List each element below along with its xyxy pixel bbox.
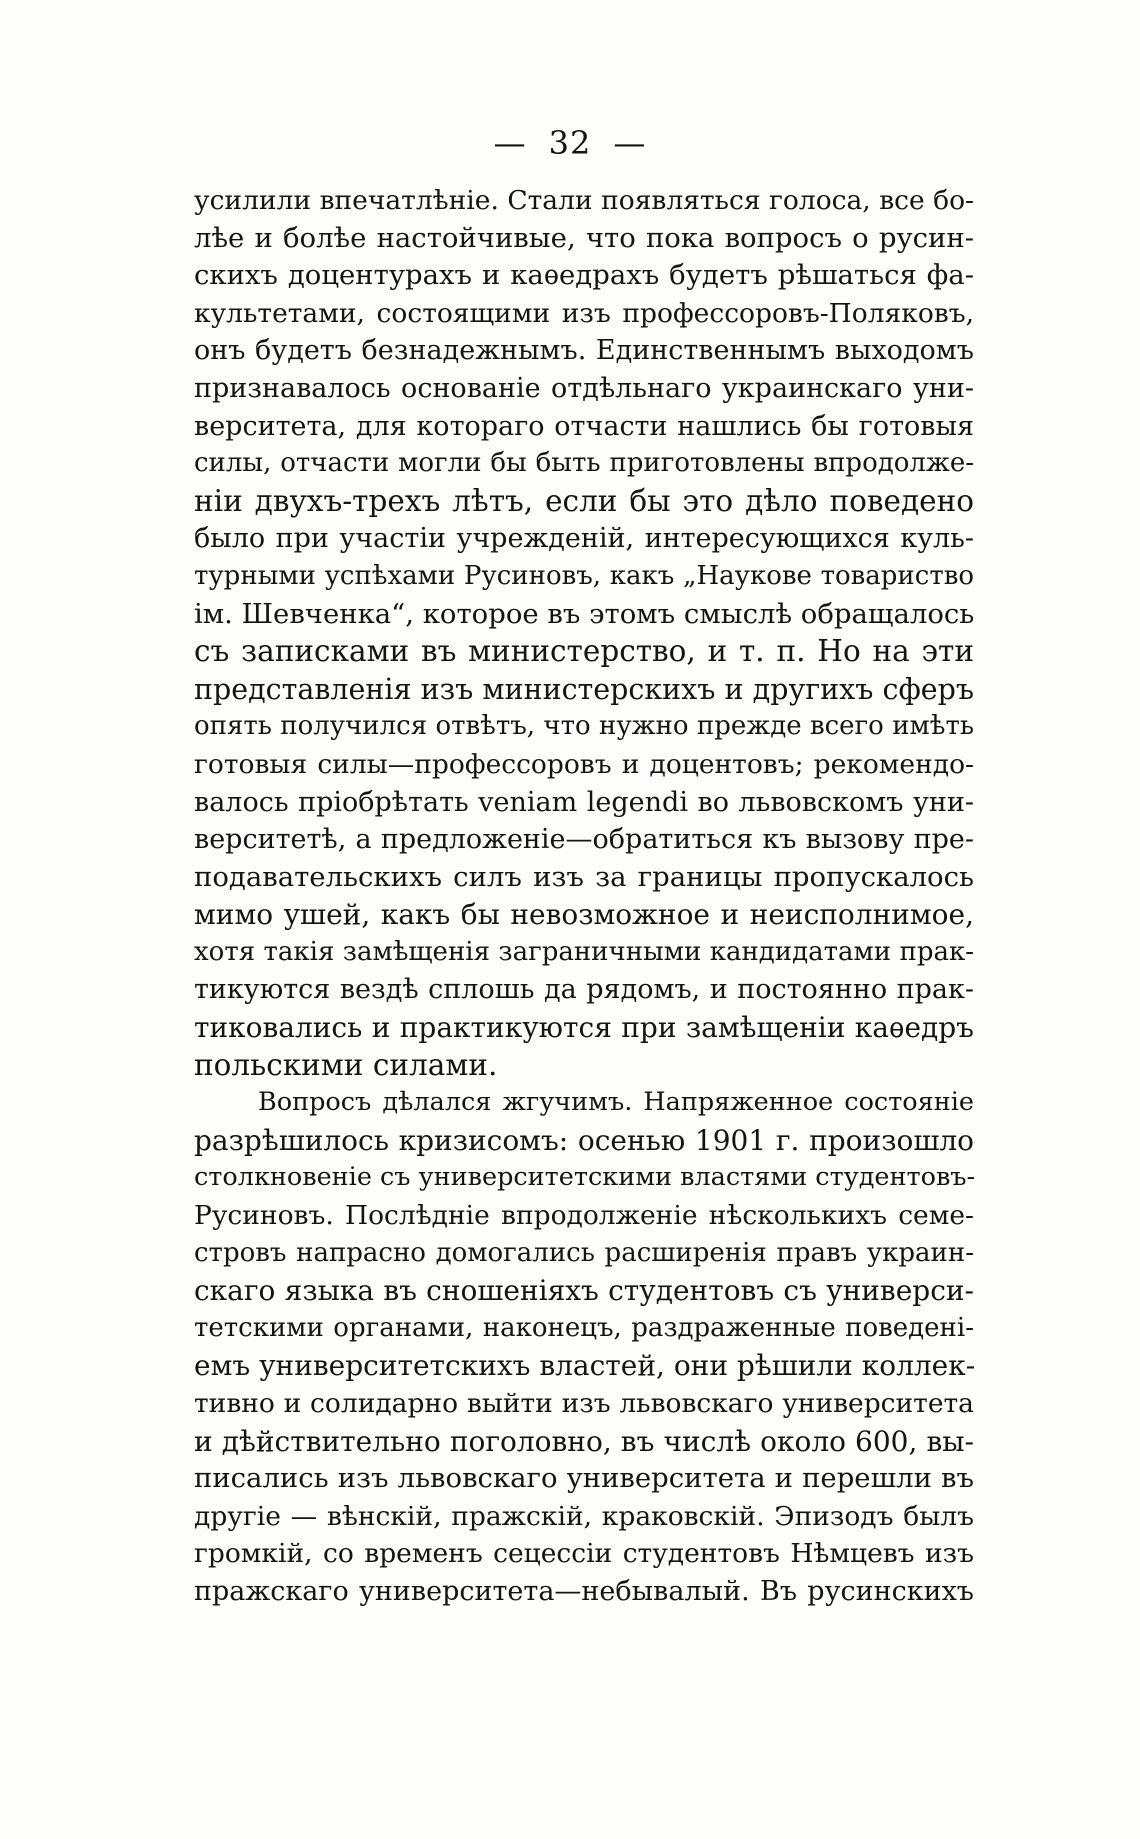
text-line: другіе — вѣнскій, пражскій, краковскій. Эпизодъ былъ — [194, 1500, 974, 1532]
page-number-dash-right: — — [613, 124, 647, 162]
text-line: емъ университетскихъ властей, они рѣшили коллек- — [194, 1349, 976, 1383]
text-line: валось пріобрѣтать veniam legendi во львовскомъ уни- — [194, 786, 974, 818]
page-number-header — [0, 124, 1140, 162]
text-line: культетами, состоящими изъ профессоровъ-Поляковъ, — [194, 297, 974, 329]
text-line: силы, отчасти могли бы быть приготовлены впродолже- — [194, 448, 974, 479]
text-line: громкій, со временъ сецессіи студентовъ Нѣмцевъ изъ — [194, 1538, 974, 1570]
text-line: верситетѣ, а предложеніе—обратиться къ вызову пре- — [194, 824, 974, 856]
text-line: турными успѣхами Русиновъ, какъ „Наукове товариство — [194, 560, 974, 591]
text-line: скаго языка въ сношеніяхъ студентовъ съ универси- — [194, 1274, 974, 1308]
text-line: тиковались и практикуются при замѣщеніи каѳедръ — [194, 1011, 974, 1045]
text-line: опять получился отвѣтъ, что нужно прежде всего имѣть — [194, 711, 974, 742]
text-line: усилили впечатлѣніе. Стали появляться голоса, все бо- — [194, 185, 974, 216]
text-line-indented: Вопросъ дѣлался жгучимъ. Напряженное состояніе — [258, 1087, 974, 1118]
text-line: писались изъ львовскаго университета и перешли въ — [194, 1462, 974, 1495]
text-line-last: польскими силами. — [194, 1047, 498, 1082]
text-line: представленія изъ министерскихъ и другихъ сферъ — [194, 672, 974, 706]
text-line: верситета, для котораго отчасти нашлись бы готовыя — [194, 410, 974, 442]
page-number: 32 — [548, 124, 592, 162]
text-line: и дѣйствительно поголовно, въ числѣ около 600, вы- — [194, 1424, 974, 1458]
text-line: онъ будетъ безнадежнымъ. Единственнымъ выходомъ — [194, 335, 974, 367]
text-line: признавалось основаніе отдѣльнаго украинскаго уни- — [194, 372, 974, 404]
body-text — [194, 182, 974, 1611]
page-number-dash-left: — — [493, 124, 527, 162]
text-line: готовыя силы—профессоровъ и доцентовъ; рекомендо- — [194, 748, 974, 780]
text-line: разрѣшилось кризисомъ: осенью 1901 г. произошло — [194, 1123, 974, 1157]
text-line: стровъ напрасно домогались расширенія правъ украин- — [194, 1237, 974, 1268]
paragraph-2 — [194, 1084, 974, 1610]
text-line: хотя такія замѣщенія заграничными кандидатами прак- — [194, 936, 974, 967]
text-line: скихъ доцентурахъ и каѳедрахъ будетъ рѣшаться фа- — [194, 259, 974, 292]
paragraph-1 — [194, 182, 974, 1084]
text-line: ніи двухъ-трехъ лѣтъ, если бы это дѣло поведено — [194, 483, 974, 518]
text-line: съ записками въ министерство, и т. п. Но на эти — [194, 634, 974, 669]
text-line: тивно и солидарно выйти изъ львовскаго университета — [194, 1388, 974, 1419]
text-line: подавательскихъ силъ изъ за границы пропускалось — [194, 860, 974, 893]
text-line: пражскаго университета—небывалый. Въ русинскихъ — [194, 1575, 974, 1607]
text-line: лѣе и болѣе настойчивые, что пока вопросъ о русин- — [194, 221, 974, 254]
text-line: тикуются вездѣ сплошь да рядомъ, и постоянно прак- — [194, 974, 974, 1006]
text-line: столкновеніе съ университетскими властями студентовъ- — [194, 1162, 976, 1193]
text-line: тетскими органами, наконецъ, раздраженные поведені- — [194, 1312, 974, 1343]
text-line: ім. Шевченка“, которое въ этомъ смыслѣ обращалось — [194, 597, 975, 630]
text-line: мимо ушей, какъ бы невозможное и неисполнимое, — [194, 898, 974, 932]
text-line: было при участіи учрежденій, интересующихся куль- — [194, 523, 974, 555]
text-line: Русиновъ. Послѣдніе впродолженіе нѣсколькихъ семе- — [194, 1200, 974, 1232]
